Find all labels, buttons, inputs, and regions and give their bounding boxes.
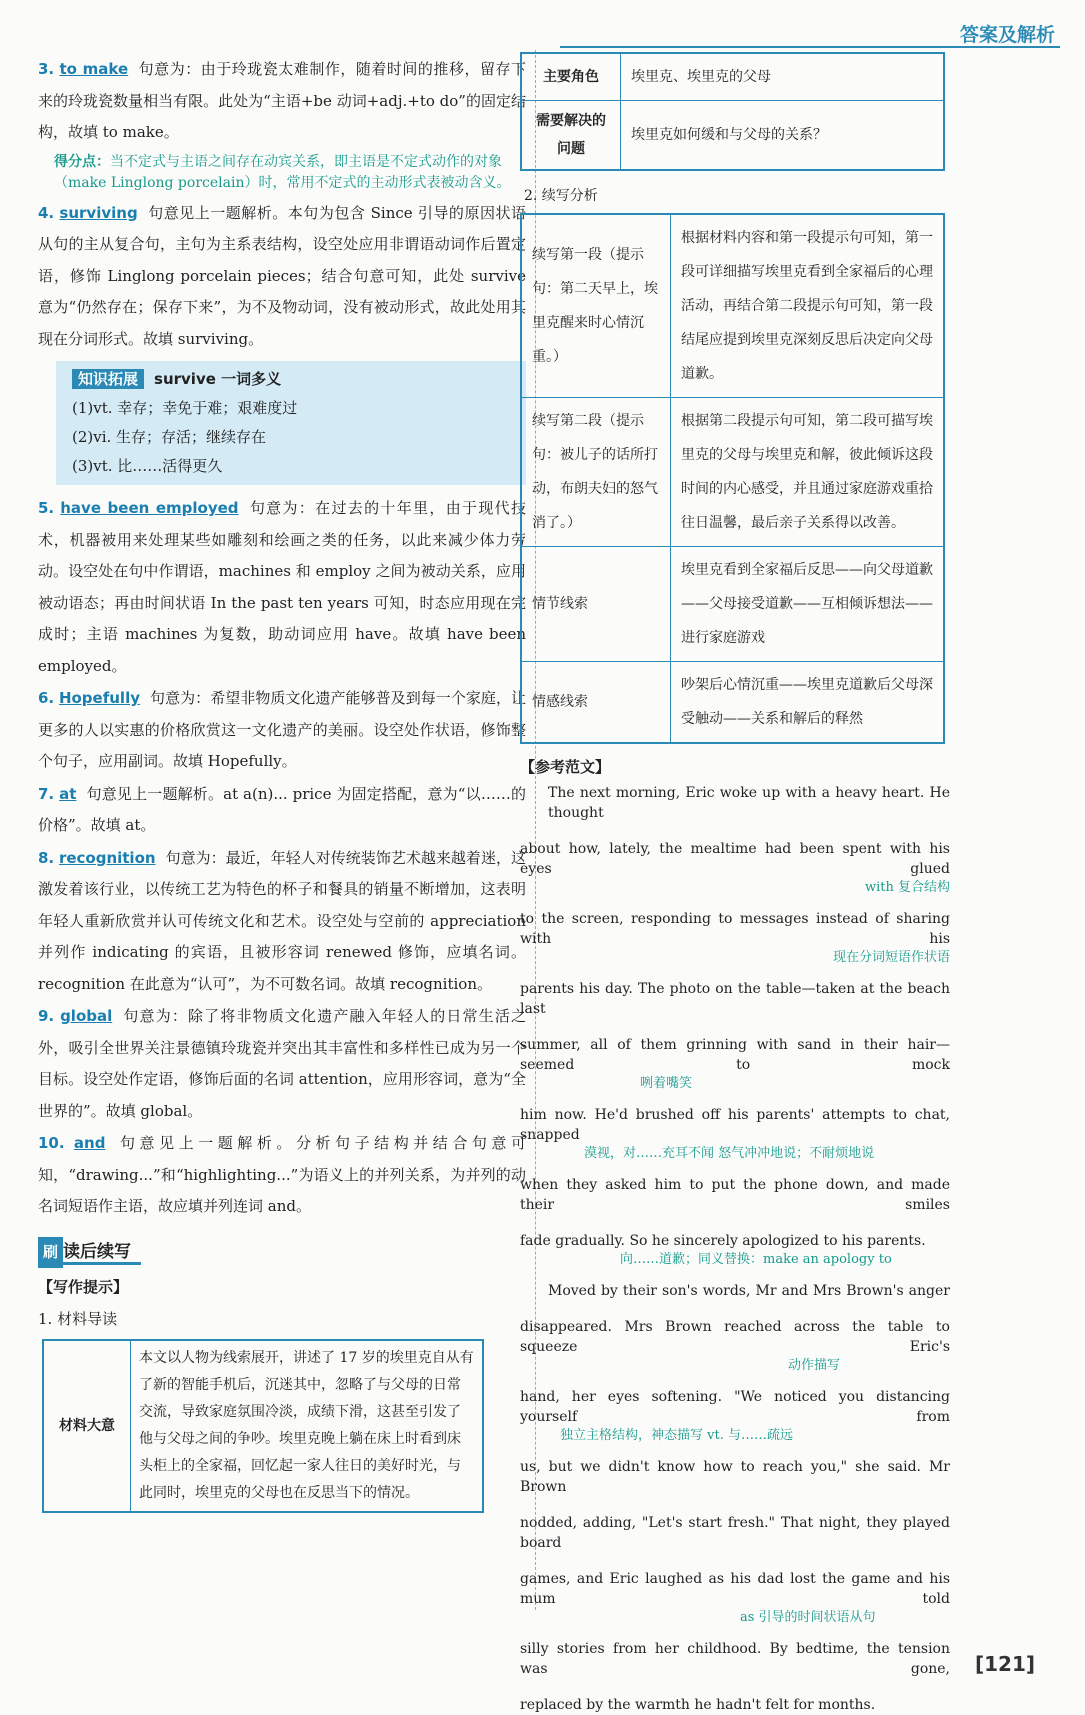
essay-note: 动作描写: [787, 1358, 840, 1373]
answer-item: 10. and 句意见上一题解析。分析句子结构并结合句意可知，“drawing...”和“highlighting...”为语义上的并列关系，为并列的动名词短语作主语，故应填并列连词 and。: [38, 1134, 526, 1215]
material-table-label: 材料大意: [43, 1340, 131, 1512]
knowledge-line: (2)vi. 生存；存活；继续存在: [72, 428, 267, 446]
explanation: 句意见上一题解析。分析句子结构并结合句意可知，“drawing...”和“highlighting...”为语义上的并列关系，为并列的动名词短语作主语，故应填并列连词 and。: [38, 1134, 526, 1215]
essay-line: hand, her eyes softening. "We noticed you distancing yourself from: [520, 1389, 950, 1425]
essay-note: as 引导的时间状语从句: [740, 1610, 876, 1625]
essay-note: with 复合结构: [864, 880, 950, 895]
table-row: [521, 214, 944, 398]
scoring-tip: 得分点：当不定式与主语之间存在动宾关系，即主语是不定式动作的对象（make Linglong porcelain）时，常用不定式的主动形式表被动含义。: [54, 153, 511, 191]
section-tag: 刷: [38, 1237, 63, 1269]
essay-line: us, but we didn't know how to reach you," she said. Mr Brown: [520, 1459, 950, 1495]
essay-line: him now. He'd brushed off his parents' attempts to chat, snapped: [520, 1107, 950, 1143]
explanation: 句意见上一题解析。本句为包含 Since 引导的原因状语从句的主从复合句，主句为主系表结构，设空处应用非谓语动词作后置定语，修饰 Linglong porcelain pieces；结合句意可知，此处 survive 意为“仍然存在；保存下来”，为不及物动词，没有被动形式，故此处用其现在分词形式。故填 surviving。: [38, 203, 526, 348]
essay-line: summer, all of them grinning with sand in their hair—seemed to mock: [520, 1037, 950, 1073]
essay-note: 咧着嘴笑: [640, 1076, 693, 1091]
explanation: 句意为：除了将非物质文化遗产融入年轻人的日常生活之外，吸引全世界关注景德镇玲珑瓷并突出其丰富性和多样性已成为另一个目标。设空处作定语，修饰后面的名词 attention，应用形容词，意为“全世界的”。故填 global。: [38, 1007, 526, 1120]
table-label: 情节线索: [521, 547, 671, 662]
material-table: [42, 1339, 484, 1513]
table-row: [521, 547, 944, 662]
model-essay-heading: 【参考范文】: [520, 758, 611, 776]
essay-line: disappeared. Mrs Brown reached across the table to squeeze Eric's: [520, 1319, 950, 1355]
model-essay: [520, 756, 950, 1715]
section-heading: [38, 1237, 526, 1269]
essay-line: games, and Eric laughed as his dad lost the game and his mum told: [520, 1571, 950, 1607]
answer: recognition: [58, 848, 156, 867]
knowledge-tag: 知识拓展: [72, 369, 144, 389]
answer-item: 4. surviving 句意见上一题解析。本句为包含 Since 引导的原因状语从句的主从复合句，主句为主系表结构，设空处应用非谓语动词作后置定语，修饰 Linglong porcelain pieces；结合句意可知，此处 survive 意为“仍然存在；保存下来”，为不及物动词，没有被动形式，故此处用其现在分词形式。故填 surviving。: [38, 203, 526, 348]
essay-line: Moved by their son's words, Mr and Mrs Brown's anger: [548, 1283, 950, 1299]
answer-item: 3. to make 句意为：由于玲珑瓷太难制作，随着时间的推移，留存下来的玲珑瓷数量相当有限。此处为“主语+be 动词+adj.+to do”的固定结构，故填 to make。: [38, 60, 526, 141]
essay-line: when they asked him to put the phone down, and made their smiles: [520, 1177, 950, 1213]
table-cell: 根据第二段提示句可知，第二段可描写埃里克的父母与埃里克和解，彼此倾诉这段时间的内心感受，并且通过家庭游戏重拾往日温馨，最后亲子关系得以改善。: [671, 398, 945, 547]
answer: surviving: [59, 203, 138, 222]
table-label: 主要角色: [521, 53, 621, 101]
left-column: [38, 54, 526, 1513]
table-row: [521, 101, 944, 171]
right-column: [520, 52, 950, 1715]
explanation: 句意见上一题解析。at a(n)... price 为固定搭配，意为“以……的价格”。故填 at。: [38, 784, 526, 834]
knowledge-line: (3)vt. 比……活得更久: [72, 457, 223, 475]
writing-tips-label: 【写作提示】: [38, 1278, 129, 1296]
explanation: 句意为：由于玲珑瓷太难制作，随着时间的推移，留存下来的玲珑瓷数量相当有限。此处为“主语+be 动词+adj.+to do”的固定结构，故填 to make。: [38, 60, 526, 141]
analysis-label: 2. 续写分析: [524, 188, 598, 204]
answer: at: [59, 784, 77, 803]
table-row: [521, 662, 944, 744]
explanation: 句意为：在过去的十年里，由于现代技术，机器被用来处理某些如雕刻和绘画之类的任务，以此来减少体力劳动。设空处在句中作谓语，machines 和 employ 之间为被动关系，应用被动语态；再由时间状语 In the past ten years 可知，时态应用现在完成时；主语 machines 为复数，助动词应用 have。故填 have been employed。: [38, 499, 526, 675]
table-cell: 埃里克看到全家福后反思——向父母道歉——父母接受道歉——互相倾诉想法——进行家庭游戏: [671, 547, 945, 662]
table-cell: 吵架后心情沉重——埃里克道歉后父母深受触动——关系和解后的释然: [671, 662, 945, 744]
answer-item: 8. recognition 句意为：最近，年轻人对传统装饰艺术越来越着迷，这激发着该行业，以传统工艺为特色的杯子和餐具的销量不断增加，这表明年轻人重新欣赏并认可传统文化和艺术。设空处与空前的 appreciation 并列作 indicating 的宾语，且被形容词 renewed 修饰，应填名词。recognition 在此意为“认可”，为不可数名词。故填 recognition。: [38, 848, 526, 993]
answer-item: 9. global 句意为：除了将非物质文化遗产融入年轻人的日常生活之外，吸引全世界关注景德镇玲珑瓷并突出其丰富性和多样性已成为另一个目标。设空处作定语，修饰后面的名词 attention，应用形容词，意为“全世界的”。故填 global。: [38, 1007, 526, 1120]
section-title: 读后续写: [63, 1242, 141, 1265]
material-table-text: 本文以人物为线索展开，讲述了 17 岁的埃里克自从有了新的智能手机后，沉迷其中，忽略了与父母的日常交流，导致家庭氛围冷淡，成绩下滑，这甚至引发了他与父母之间的争吵。埃里克晚上躺在床上时看到床头柜上的全家福，回忆起一家人往日的美好时光，与此同时，埃里克的父母也在反思当下的情况。: [131, 1340, 484, 1512]
answer: global: [60, 1007, 113, 1025]
essay-note: 现在分词短语作状语: [832, 950, 950, 965]
essay-line: about how, lately, the mealtime had been spent with his eyes glued: [520, 841, 950, 877]
essay-note: 漠视，对……充耳不闻 怒气冲冲地说；不耐烦地说: [584, 1146, 875, 1161]
table-label: 续写第一段（提示句：第二天早上，埃里克醒来时心情沉重。）: [521, 214, 671, 398]
answer-item: 5. have been employed 句意为：在过去的十年里，由于现代技术，机器被用来处理某些如雕刻和绘画之类的任务，以此来减少体力劳动。设空处在句中作谓语，machines 和 employ 之间为被动关系，应用被动语态；再由时间状语 In the past ten years 可知，时态应用现在完成时；主语 machines 为复数，助动词应用 have。故填 have been employed。: [38, 499, 526, 675]
knowledge-box: [56, 361, 526, 485]
answer-item: 7. at 句意见上一题解析。at a(n)... price 为固定搭配，意为“以……的价格”。故填 at。: [38, 784, 526, 834]
answer: Hopefully: [58, 689, 140, 707]
analysis-table: [520, 213, 945, 744]
explanation: 句意为：最近，年轻人对传统装饰艺术越来越着迷，这激发着该行业，以传统工艺为特色的杯子和餐具的销量不断增加，这表明年轻人重新欣赏并认可传统文化和艺术。设空处与空前的 appreciation 并列作 indicating 的宾语，且被形容词 renewed 修饰，应填名词。recognition 在此意为“认可”，为不可数名词。故填 recognition。: [38, 848, 526, 993]
answer: have been employed: [60, 499, 239, 517]
essay-line: nodded, adding, "Let's start fresh." That night, they played board: [520, 1515, 950, 1551]
essay-line: parents his day. The photo on the table—taken at the beach last: [520, 981, 950, 1017]
essay-line: fade gradually. So he sincerely apologized to his parents.: [520, 1233, 926, 1249]
answer-item: 6. Hopefully 句意为：希望非物质文化遗产能够普及到每一个家庭，让更多的人以实惠的价格欣赏这一文化遗产的美丽。设空处作状语，修饰整个句子，应用副词。故填 Hopefully。: [38, 689, 526, 770]
role-table: [520, 52, 945, 171]
essay-line: The next morning, Eric woke up with a heavy heart. He thought: [548, 785, 950, 821]
essay-note: 独立主格结构，神态描写 vt. 与……疏远: [560, 1428, 793, 1443]
answer: and: [73, 1134, 106, 1152]
explanation: 句意为：希望非物质文化遗产能够普及到每一个家庭，让更多的人以实惠的价格欣赏这一文化遗产的美丽。设空处作状语，修饰整个句子，应用副词。故填 Hopefully。: [38, 689, 526, 770]
header-rule: [560, 46, 1060, 48]
table-label: 需要解决的问题: [521, 101, 621, 171]
knowledge-head: survive 一词多义: [154, 370, 282, 388]
table-cell: 埃里克、埃里克的父母: [621, 53, 945, 101]
table-cell: 埃里克如何缓和与父母的关系？: [621, 101, 945, 171]
answer: to make: [59, 60, 129, 78]
essay-line: to the screen, responding to messages instead of sharing with his: [520, 911, 950, 947]
essay-note: 向……道歉；同义替换：make an apology to: [620, 1252, 892, 1267]
essay-body: [520, 783, 950, 1715]
table-row: [521, 398, 944, 547]
table-cell: 根据材料内容和第一段提示句可知，第一段可详细描写埃里克看到全家福后的心理活动，再结合第二段提示句可知，第一段结尾应提到埃里克深刻反思后决定向父母道歉。: [671, 214, 945, 398]
essay-line: replaced by the warmth he hadn't felt for months.: [520, 1697, 876, 1713]
knowledge-line: (1)vt. 幸存；幸免于难；艰难度过: [72, 399, 298, 417]
page-number: [121]: [974, 1652, 1035, 1676]
table-row: [521, 53, 944, 101]
page-header-title: 答案及解析: [959, 24, 1055, 46]
essay-line: silly stories from her childhood. By bedtime, the tension was gone,: [520, 1641, 950, 1677]
table-label: 情感线索: [521, 662, 671, 744]
table-label: 续写第二段（提示句：被儿子的话所打动，布朗夫妇的怒气消了。）: [521, 398, 671, 547]
material-guide-label: 1. 材料导读: [38, 1309, 118, 1328]
